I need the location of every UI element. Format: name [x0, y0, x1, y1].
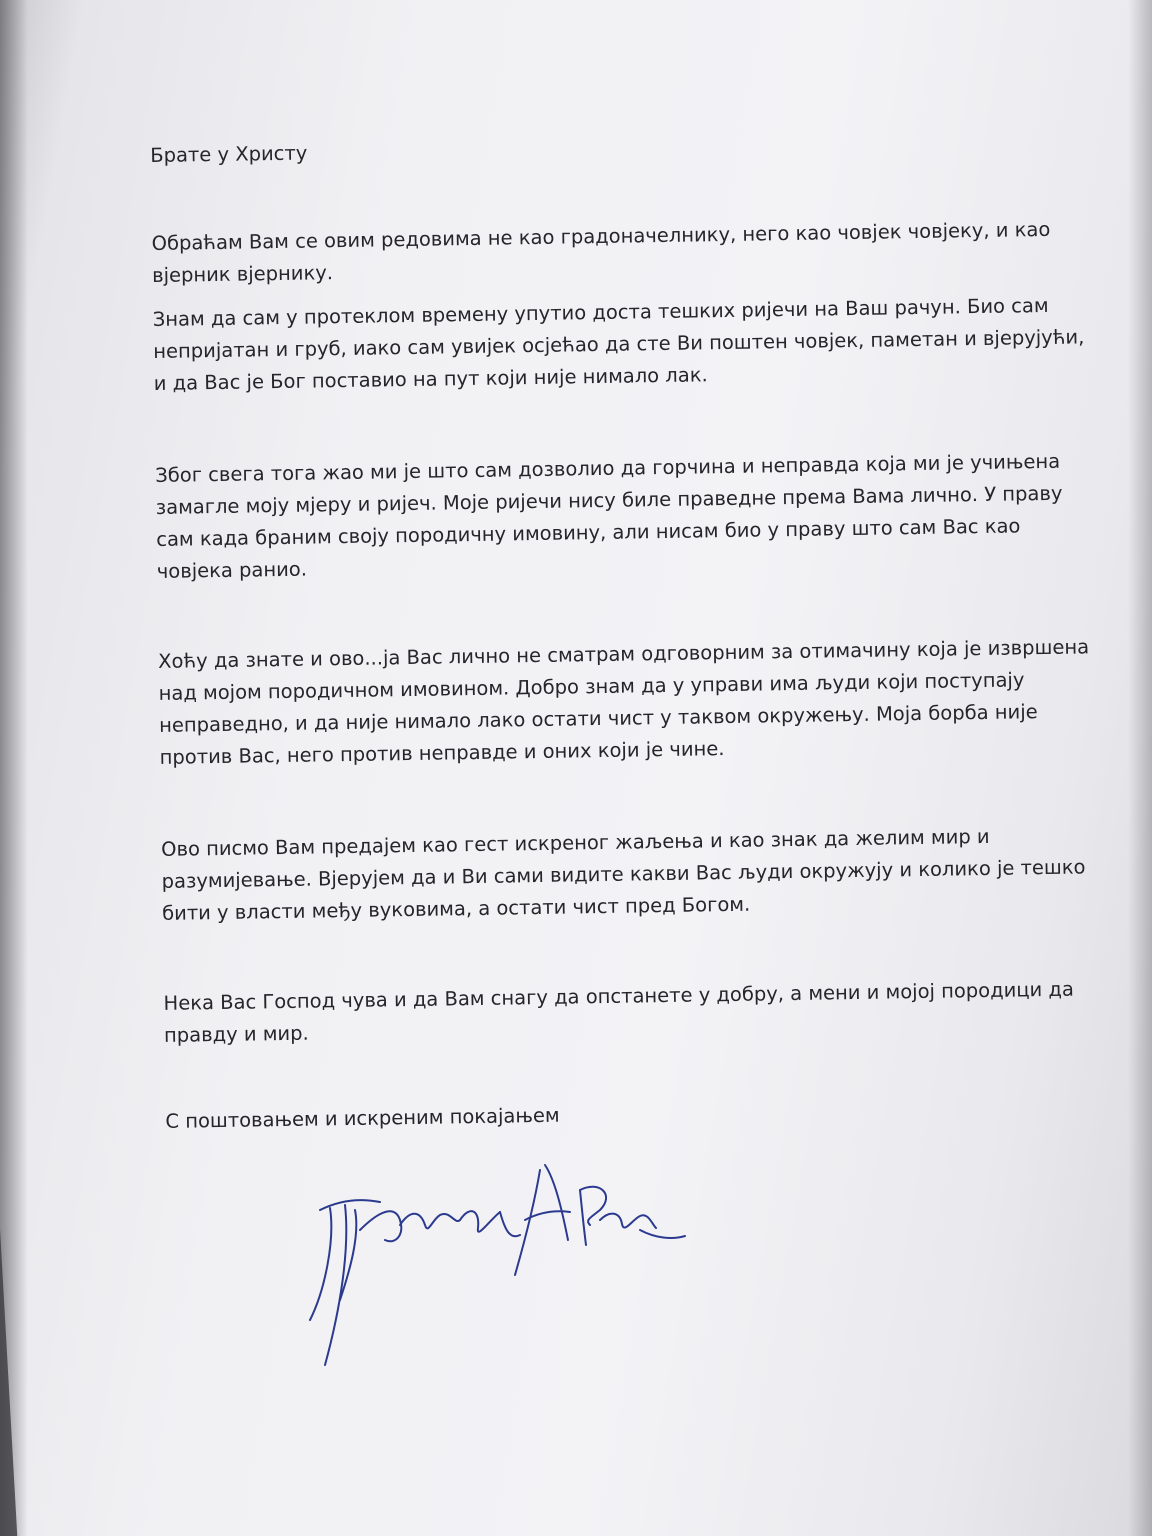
paper-shadow-right — [1128, 0, 1152, 1536]
letter-body — [150, 125, 1106, 1138]
paper-shadow-left — [0, 0, 28, 1536]
letter-paragraph-2: Знам да сам у протеклом времену упутио доста тешких ријечи на Ваш рачун. Био сам непријатан и груб, иако сам увијек осјећао да сте Ви поштен човјек, паметан и вјерујући, и да Вас је Бог поставио на пут који није нимало лак. — [152, 293, 1085, 395]
letter-paragraph-6: Нека Вас Господ чува и да Вам снагу да опстанете у добру, а мени и мојој породици да правду и мир. — [163, 977, 1075, 1047]
letter-paragraph-5: Ово писмо Вам предајем као гест искреног жаљења и као знак да желим мир и разумијевање. Вјерујем да и Ви сами видите какви Вас људи окружују и колико је тешко бити у власти међу вуковима, а остати чист пред Богом. — [160, 824, 1086, 925]
letter-greeting: Брате у Христу — [150, 141, 308, 167]
letter-closing: С поштовањем и искреним покајањем — [165, 1103, 560, 1133]
letter-paragraph-4: Хоћу да знате и ово...ја Вас лично не сматрам одговорним за отимачину која је извршена над мојом породичном имовином. Добро знам да у управи има људи који поступају неправедно, и да није нимало лако остати чист у таквом окружењу. Моја борба није против Вас, него против неправде и оних који је чине. — [158, 635, 1090, 769]
letter-paragraph-3: Због свега тога жао ми је што сам дозволио да горчина и неправда која ми је учињена замагле моју мјеру и ријеч. Моје ријечи нису биле праведне према Вама лично. У праву сам када браним своју породичну имовину, али нисам био у праву што сам Вас као човјека ранио. — [155, 449, 1063, 583]
handwritten-signature — [300, 1150, 700, 1380]
letter-paragraph-1: Обраћам Вам се овим редовима не као градоначелнику, него као човјек човјеку, и као вјерник вјернику. — [151, 217, 1051, 287]
